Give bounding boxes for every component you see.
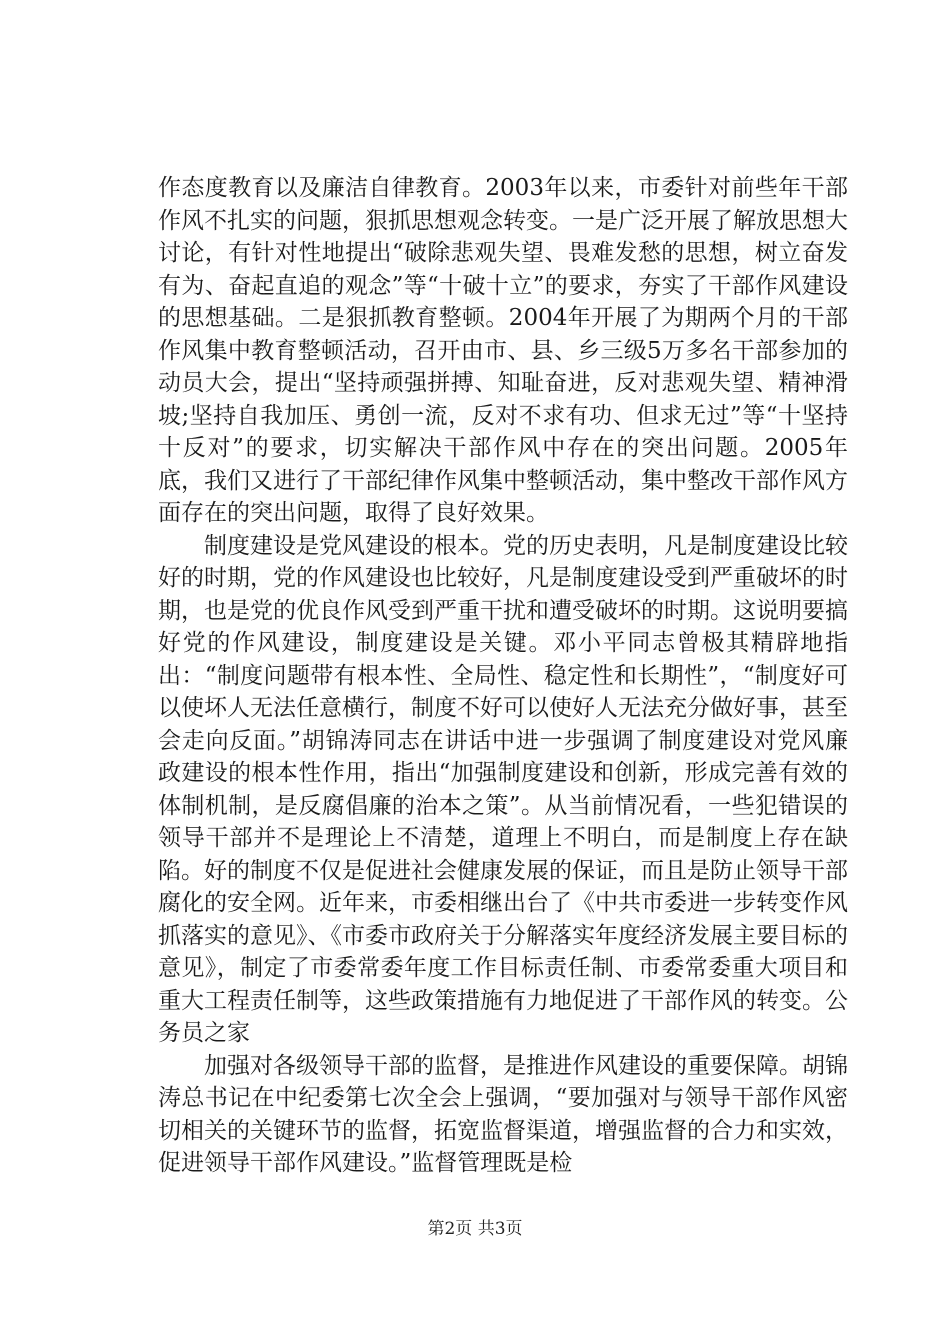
- document-body: [158, 172, 848, 1180]
- paragraph-1: 作态度教育以及廉洁自律教育。2003年以来，市委针对前些年干部作风不扎实的问题，狠抓思想观念转变。一是广泛开展了解放思想大讨论，有针对性地提出“破除悲观失望、畏难发愁的思想，树立奋发有为、奋起直追的观念”等“十破十立”的要求，夯实了干部作风建设的思想基础。二是狠抓教育整顿。2004年开展了为期两个月的干部作风集中教育整顿活动，召开由市、县、乡三级5万多名干部参加的动员大会，提出“坚持顽强拼搏、知耻奋进，反对悲观失望、精神滑坡;坚持自我加压、勇创一流，反对不求有功、但求无过”等“十坚持十反对”的要求，切实解决干部作风中存在的突出问题。2005年底，我们又进行了干部纪律作风集中整顿活动，集中整改干部作风方面存在的突出问题，取得了良好效果。: [158, 175, 848, 526]
- page-number: 第2页 共3页: [427, 1219, 523, 1239]
- paragraph-3: 加强对各级领导干部的监督，是推进作风建设的重要保障。胡锦涛总书记在中纪委第七次全会上强调，“要加强对与领导干部作风密切相关的关键环节的监督，拓宽监督渠道，增强监督的合力和实效，促进领导干部作风建设。”监督管理既是检: [158, 1052, 848, 1176]
- paragraph-2: 制度建设是党风建设的根本。党的历史表明，凡是制度建设比较好的时期，党的作风建设也比较好，凡是制度建设受到严重破坏的时期，也是党的优良作风受到严重干扰和遭受破坏的时期。这说明要搞好党的作风建设，制度建设是关键。邓小平同志曾极其精辟地指出：“制度问题带有根本性、全局性、稳定性和长期性”，“制度好可以使坏人无法任意横行，制度不好可以使好人无法充分做好事，甚至会走向反面。”胡锦涛同志在讲话中进一步强调了制度建设对党风廉政建设的根本性作用，指出“加强制度建设和创新，形成完善有效的体制机制，是反腐倡廉的治本之策”。从当前情况看，一些犯错误的领导干部并不是理论上不清楚，道理上不明白，而是制度上存在缺陷。好的制度不仅是促进社会健康发展的保证，而且是防止领导干部腐化的安全网。近年来，市委相继出台了《中共市委进一步转变作风抓落实的意见》、《市委市政府关于分解落实年度经济发展主要目标的意见》，制定了市委常委年度工作目标责任制、市委常委重大项目和重大工程责任制等，这些政策措施有力地促进了干部作风的转变。公务员之家: [158, 532, 848, 1046]
